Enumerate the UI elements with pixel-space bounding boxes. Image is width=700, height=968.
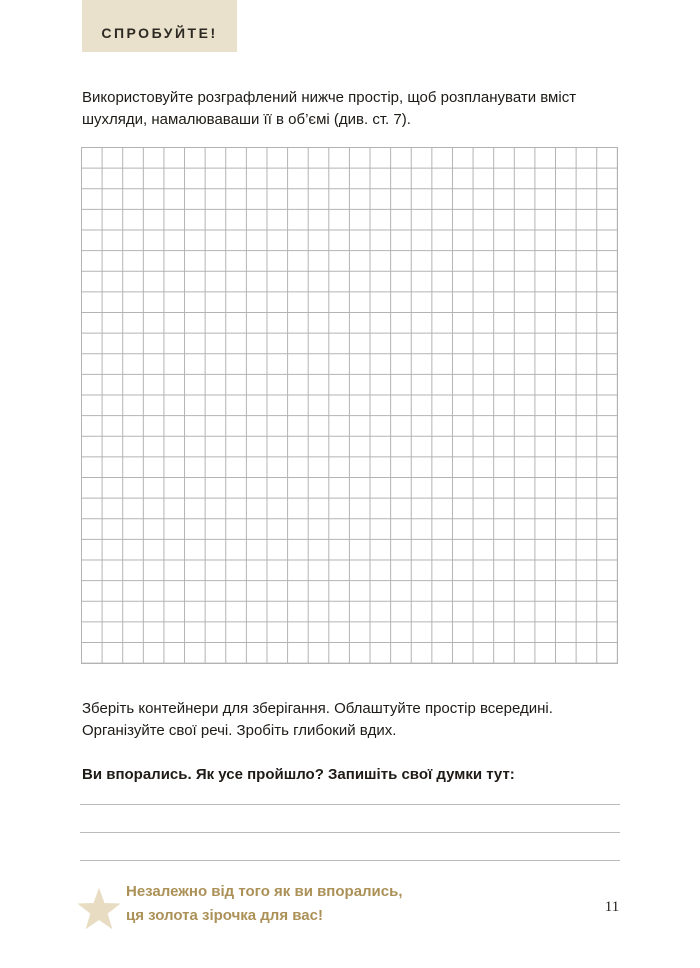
- footer-note-text: [126, 880, 403, 928]
- writing-line: [80, 805, 620, 833]
- gold-star-shape: [77, 888, 120, 929]
- footer-note: [76, 880, 403, 933]
- footer-note-line2: ця золота зірочка для вас!: [126, 907, 323, 924]
- writing-line: [80, 833, 620, 861]
- reflection-prompt: Ви впорались. Як усе пройшло? Запишіть свої думки тут:: [82, 766, 515, 783]
- writing-line: [80, 777, 620, 805]
- try-it-badge: [82, 0, 237, 52]
- try-it-badge-label: СПРОБУЙТЕ!: [101, 25, 218, 41]
- writing-lines: [80, 777, 620, 861]
- gold-star-icon: [76, 885, 122, 933]
- intro-paragraph: Використовуйте розграфлений нижче простір, щоб розпланувати вміст шухляди, намалюваваши її в об’ємі (див. ст. 7).: [82, 89, 577, 128]
- footer-note-line1: Незалежно від того як ви впорались,: [126, 883, 403, 900]
- instructions-paragraph: Зберіть контейнери для зберігання. Облаштуйте простір всередині. Організуйте свої речі. Зробіть глибокий вдих.: [82, 700, 553, 739]
- drawing-grid: [81, 147, 618, 664]
- page-number: 11: [604, 899, 620, 915]
